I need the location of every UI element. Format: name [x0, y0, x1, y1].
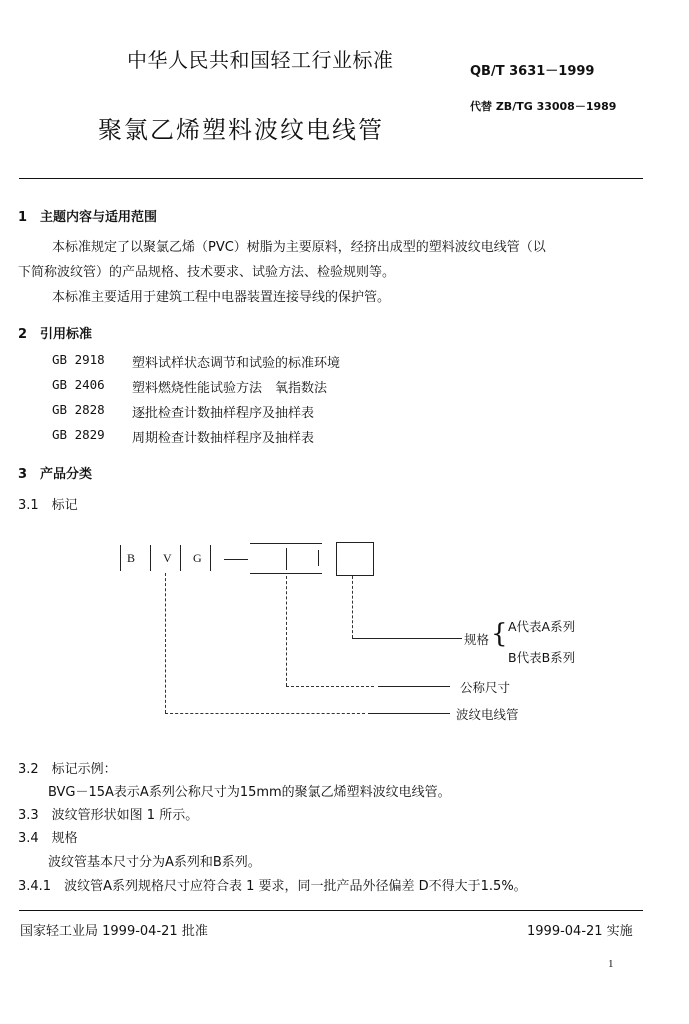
replaces-standard: 代替 ZB/TG 33008－1989 — [470, 100, 617, 113]
section3-heading: 3 产品分类 — [18, 467, 93, 482]
section1-para2: 本标准主要适用于建筑工程中电器装置连接导线的保护管。 — [52, 290, 391, 305]
marking-letter: V — [163, 551, 172, 565]
section3-1-heading: 3.1 标记 — [18, 498, 78, 513]
section3-4-text: 波纹管基本尺寸分为A系列和B系列。 — [48, 855, 261, 870]
standard-number: QB/T 3631－1999 — [470, 64, 595, 79]
section3-2-text: BVG－15A表示A系列公称尺寸为15mm的聚氯乙烯塑料波纹电线管。 — [48, 785, 451, 800]
ref-title: 塑料试样状态调节和试验的标准环境 — [132, 356, 341, 371]
marking-letter: B — [127, 551, 136, 565]
header-rule — [19, 178, 643, 179]
series-box — [336, 542, 374, 576]
label-series-b: B代表B系列 — [508, 650, 576, 665]
ref-code: GB 2829 — [52, 427, 105, 442]
footer-rule — [19, 910, 643, 911]
section3-3-text: 3.3 波纹管形状如图 1 所示。 — [18, 808, 199, 823]
label-series-a: A代表A系列 — [508, 619, 576, 634]
label-pipe: 波纹电线管 — [456, 707, 519, 722]
section3-2-heading: 3.2 标记示例： — [18, 762, 117, 777]
marking-letter: G — [193, 551, 202, 565]
ref-code: GB 2918 — [52, 352, 105, 367]
ref-title: 塑料燃烧性能试验方法 氧指数法 — [132, 381, 328, 396]
ref-code: GB 2406 — [52, 377, 105, 392]
ref-title: 周期检查计数抽样程序及抽样表 — [132, 431, 315, 446]
brace-icon: { — [491, 619, 508, 649]
doc-title: 聚氯乙烯塑料波纹电线管 — [98, 116, 384, 144]
section1-para1-line1: 本标准规定了以聚氯乙烯（PVC）树脂为主要原料，经挤出成型的塑料波纹电线管（以 — [52, 240, 546, 255]
org-title: 中华人民共和国轻工行业标准 — [127, 48, 394, 72]
implementation-date: 1999-04-21 实施 — [527, 924, 633, 939]
ref-title: 逐批检查计数抽样程序及抽样表 — [132, 406, 315, 421]
section1-para1-line2: 下简称波纹管）的产品规格、技术要求、试验方法、检验规则等。 — [18, 265, 396, 280]
section2-heading: 2 引用标准 — [18, 327, 93, 342]
section3-4-heading: 3.4 规格 — [18, 831, 78, 846]
section3-4-1-text: 3.4.1 波纹管A系列规格尺寸应符合表 1 要求，同一批产品外径偏差 D不得大于1.5%。 — [18, 879, 527, 894]
label-spec: 规格 — [464, 632, 490, 647]
approval-line: 国家轻工业局 1999-04-21 批准 — [20, 924, 208, 939]
marking-dash — [224, 559, 248, 560]
page-number: 1 — [608, 958, 614, 970]
section1-heading: 1 主题内容与适用范围 — [18, 210, 158, 225]
ref-code: GB 2828 — [52, 402, 105, 417]
label-nominal-size: 公称尺寸 — [460, 680, 511, 695]
